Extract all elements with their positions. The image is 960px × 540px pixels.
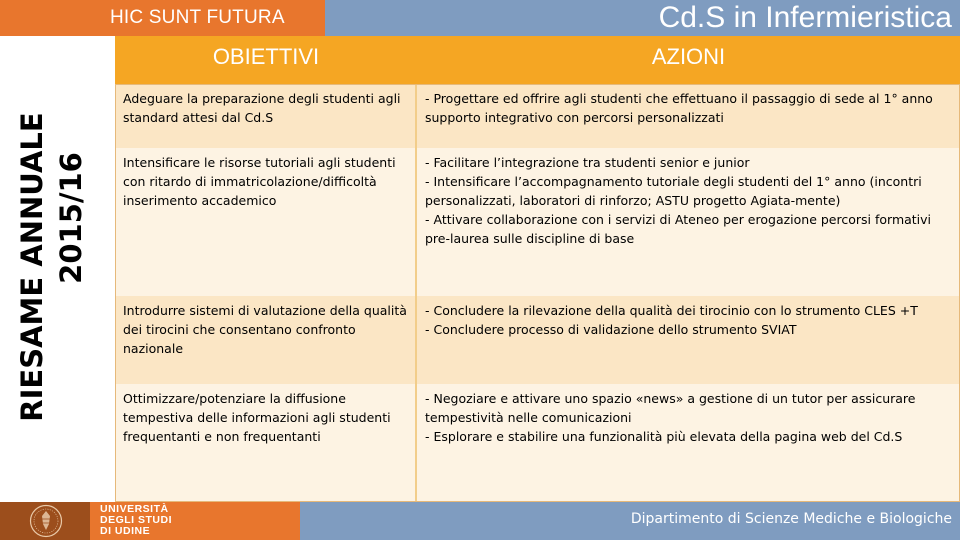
objective-cell: Intensificare le risorse tutoriali agli studenti con ritardo di immatricolazione/difficoltà inserimento accademico: [115, 148, 417, 296]
action-item: - Negoziare e attivare uno spazio «news» a gestione di un tutor per assicurare tempestività nelle comunicazioni: [425, 391, 916, 425]
vertical-title-line2: 2015/16: [54, 152, 88, 284]
table-row: [115, 296, 960, 384]
university-logo-line1: UNIVERSITÀ: [100, 503, 169, 515]
objective-cell: Adeguare la preparazione degli studenti agli standard attesi dal Cd.S: [115, 84, 417, 148]
course-title: Cd.S in Infermieristica: [658, 1, 952, 34]
objectives-header: [115, 36, 417, 84]
actions-cell: [417, 384, 960, 502]
vertical-title-line1: RIESAME ANNUALE: [15, 112, 49, 422]
action-item: - Intensificare l’accompagnamento tutoriale degli studenti del 1° anno (incontri personalizzati, laboratori di rinforzo; ASTU progetto Agiata-mente): [425, 174, 922, 208]
actions-header-label: AZIONI: [651, 44, 726, 69]
table-row: [115, 84, 960, 148]
university-logo: [100, 504, 172, 537]
vertical-title: [10, 22, 100, 442]
actions-cell: [417, 296, 960, 384]
university-seal-icon: [29, 504, 63, 538]
table-row: [115, 384, 960, 502]
action-item: - Esplorare e stabilire una funzionalità più elevata della pagina web del Cd.S: [425, 429, 903, 444]
objectives-actions-table: [115, 84, 960, 502]
actions-cell: [417, 84, 960, 148]
university-logo-line3: DI UDINE: [100, 525, 151, 537]
action-item: - Concludere la rilevazione della qualità dei tirocinio con lo strumento CLES +T: [425, 303, 918, 318]
university-logo-line2: DEGLI STUDI: [100, 514, 173, 526]
action-item: - Progettare ed offrire agli studenti che effettuano il passaggio di sede al 1° anno supporto integrativo con percorsi personalizzati: [425, 91, 933, 125]
objectives-header-label: OBIETTIVI: [212, 44, 320, 69]
motto-text: HIC SUNT FUTURA: [110, 7, 285, 28]
actions-header: [417, 36, 960, 84]
action-item: - Attivare collaborazione con i servizi di Ateneo per erogazione percorsi formativi pre-laurea sulle discipline di base: [425, 212, 932, 246]
action-item: - Facilitare l’integrazione tra studenti senior e junior: [425, 155, 750, 170]
table-row: [115, 148, 960, 296]
action-item: - Concludere processo di validazione dello strumento SVIAT: [425, 322, 797, 337]
objective-cell: Ottimizzare/potenziare la diffusione tempestiva delle informazioni agli studenti frequentanti e non frequentanti: [115, 384, 417, 502]
actions-cell: [417, 148, 960, 296]
objective-cell: Introdurre sistemi di valutazione della qualità dei tirocini che consentano confronto nazionale: [115, 296, 417, 384]
department-name: Dipartimento di Scienze Mediche e Biologiche: [630, 511, 952, 527]
